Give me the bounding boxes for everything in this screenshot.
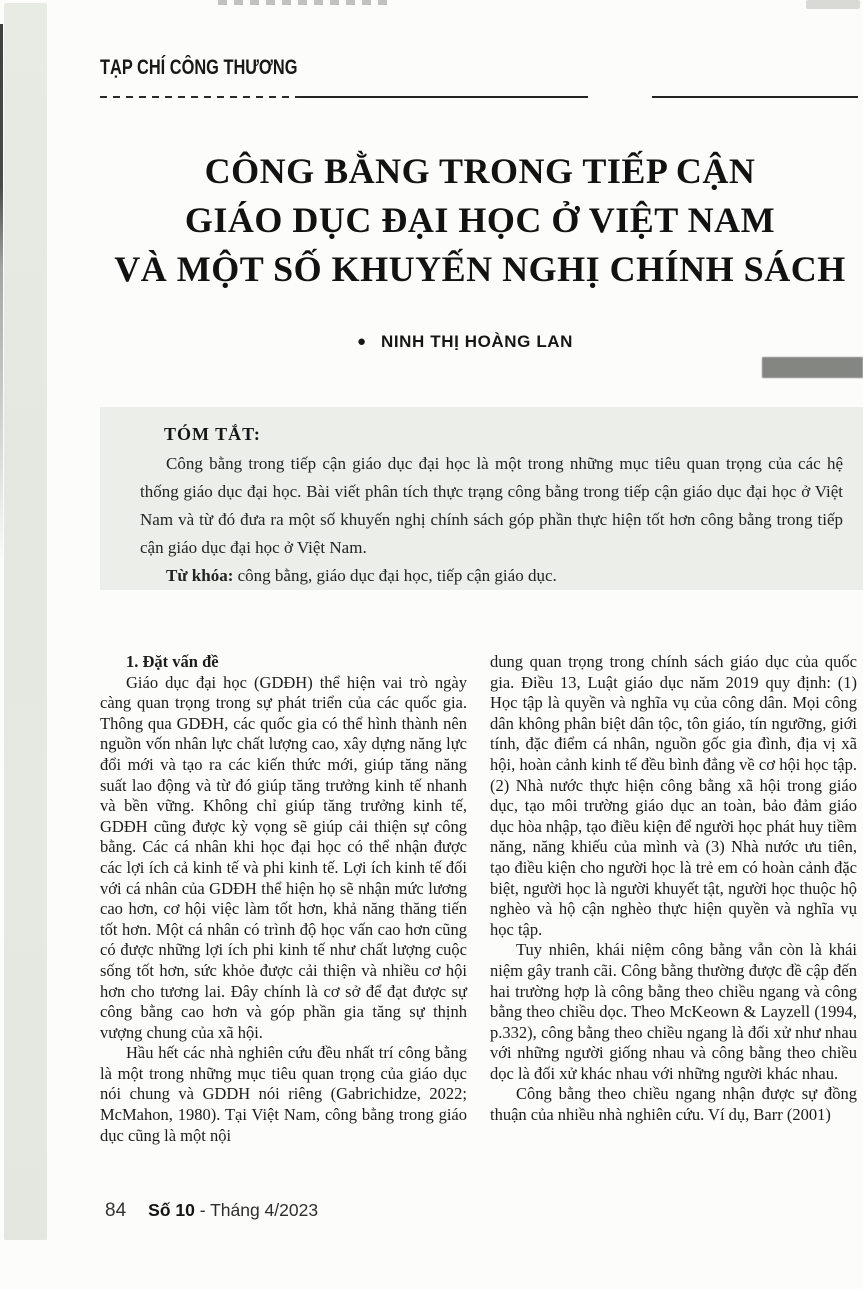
issue-label: Số 10: [148, 1200, 195, 1220]
scan-smudge-author-right: [762, 357, 863, 378]
keywords-text: công bằng, giáo dục đại học, tiếp cận giáo dục.: [233, 566, 557, 585]
page-footer: [105, 1200, 318, 1222]
abstract-box: [100, 407, 863, 590]
left-paragraph-1: Giáo dục đại học (GDĐH) thể hiện vai trò ngày càng quan trọng trong sự phát triển của các quốc gia. Thông qua GDĐH, các quốc gia có thể hình thành nên nguồn vốn nhân lực chất lượng cao, xây dựng năng lực đổi mới và tạo ra các kiến thức mới, giúp tăng năng suất lao động và từ đó giúp tăng trưởng kinh tế nhanh và bền vững. Không chỉ giúp tăng trưởng kinh tế, GDĐH cũng được kỳ vọng sẽ giúp cải thiện sự công bằng. Các cá nhân khi học đại học có thể nhận được các lợi ích cả kinh tế và phi kinh tế. Lợi ích kinh tế đối với cá nhân của GDĐH thể hiện họ sẽ nhận mức lương cao hơn, cơ hội việc làm tốt hơn, khả năng thăng tiến tốt hơn. Một cá nhân có trình độ học vấn cao hơn cũng có được những lợi ích phi kinh tế như chất lượng cuộc sống tốt hơn, sức khỏe được cải thiện và nhiều cơ hội hơn cho tương lai. Đây chính là cơ sở để đạt được sự công bằng cao hơn và góp phần gia tăng sự thịnh vượng chung của xã hội.: [100, 672, 467, 1042]
abstract-keywords: [140, 562, 843, 590]
author-name: NINH THỊ HOÀNG LAN: [380, 332, 574, 351]
article-title-line-2: GIÁO DỤC ĐẠI HỌC Ở VIỆT NAM: [184, 200, 776, 240]
scan-smudge-top-right: [806, 0, 860, 9]
body-column-right: [490, 652, 857, 1126]
left-paragraph-2: Hầu hết các nhà nghiên cứu đều nhất trí công bằng là một trong những mục tiêu quan trọng của giáo dục nói chung và GDDH nói riêng (Gabrichidze, 2022; McMahon, 1980). Tại Việt Nam, công bằng trong giáo dục cũng là một nội: [100, 1043, 467, 1145]
body-column-left: [100, 652, 467, 1146]
scan-bleed-mark: [218, 0, 393, 5]
scan-edge-line: [0, 24, 3, 564]
header-rule-left: [300, 96, 588, 98]
page-number: 84: [105, 1200, 127, 1221]
header-rule-right: [652, 96, 858, 98]
right-paragraph-1: dung quan trọng trong chính sách giáo dục của quốc gia. Điều 13, Luật giáo dục năm 2019 quy định: (1) Học tập là quyền và nghĩa vụ của công dân. Mọi công dân không phân biệt dân tộc, tôn giáo, tín ngưỡng, giới tính, đặc điểm cá nhân, nguồn gốc gia đình, địa vị xã hội, hoàn cảnh kinh tế đều bình đẳng về cơ hội học tập. (2) Nhà nước thực hiện công bằng xã hội trong giáo dục, tạo môi trường giáo dục an toàn, bảo đảm giáo dục hòa nhập, tạo điều kiện để người học phát huy tiềm năng, năng khiếu của mình và (3) Nhà nước ưu tiên, tạo điều kiện cho người học là trẻ em có hoàn cảnh đặc biệt, người học là người khuyết tật, người học thuộc hộ nghèo và hộ cận nghèo thực hiện quyền và nghĩa vụ học tập.: [490, 652, 857, 939]
right-paragraph-3: Công bằng theo chiều ngang nhận được sự đồng thuận của nhiều nhà nghiên cứu. Ví dụ, Barr (2001): [490, 1084, 857, 1125]
issue-date: - Tháng 4/2023: [194, 1200, 319, 1220]
scan-gutter-strip: [4, 3, 47, 1240]
abstract-heading: TÓM TẮT:: [164, 424, 261, 444]
article-title: [100, 147, 860, 294]
article-title-line-3: VÀ MỘT SỐ KHUYẾN NGHỊ CHÍNH SÁCH: [114, 249, 846, 289]
author-row: [85, 332, 845, 352]
section-1-heading: 1. Đặt vấn đề: [126, 652, 219, 671]
author-bullet-icon: ●: [356, 333, 367, 350]
journal-name: TẠP CHÍ CÔNG THƯƠNG: [100, 56, 298, 79]
article-title-line-1: CÔNG BẰNG TRONG TIẾP CẬN: [204, 151, 756, 191]
header-rule-dashed: [100, 96, 300, 98]
abstract-text: Công bằng trong tiếp cận giáo dục đại học là một trong những mục tiêu quan trọng của các hệ thống giáo dục đại học. Bài viết phân tích thực trạng công bằng trong tiếp cận giáo dục đại học ở Việt Nam và từ đó đưa ra một số khuyến nghị chính sách góp phần thực hiện tốt hơn công bằng trong tiếp cận giáo dục đại học ở Việt Nam.: [140, 454, 843, 557]
keywords-label: Từ khóa:: [166, 566, 234, 585]
right-paragraph-2: Tuy nhiên, khái niệm công bằng vẫn còn là khái niệm gây tranh cãi. Công bằng thường được đề cập đến hai trường hợp là công bằng theo chiều ngang và công bằng theo chiều dọc. Theo McKeown & Layzell (1994, p.332), công bằng theo chiều ngang là đối xử như nhau với những người giống nhau và công bằng theo chiều dọc là đối xử khác nhau với những người khác nhau.: [490, 940, 857, 1083]
